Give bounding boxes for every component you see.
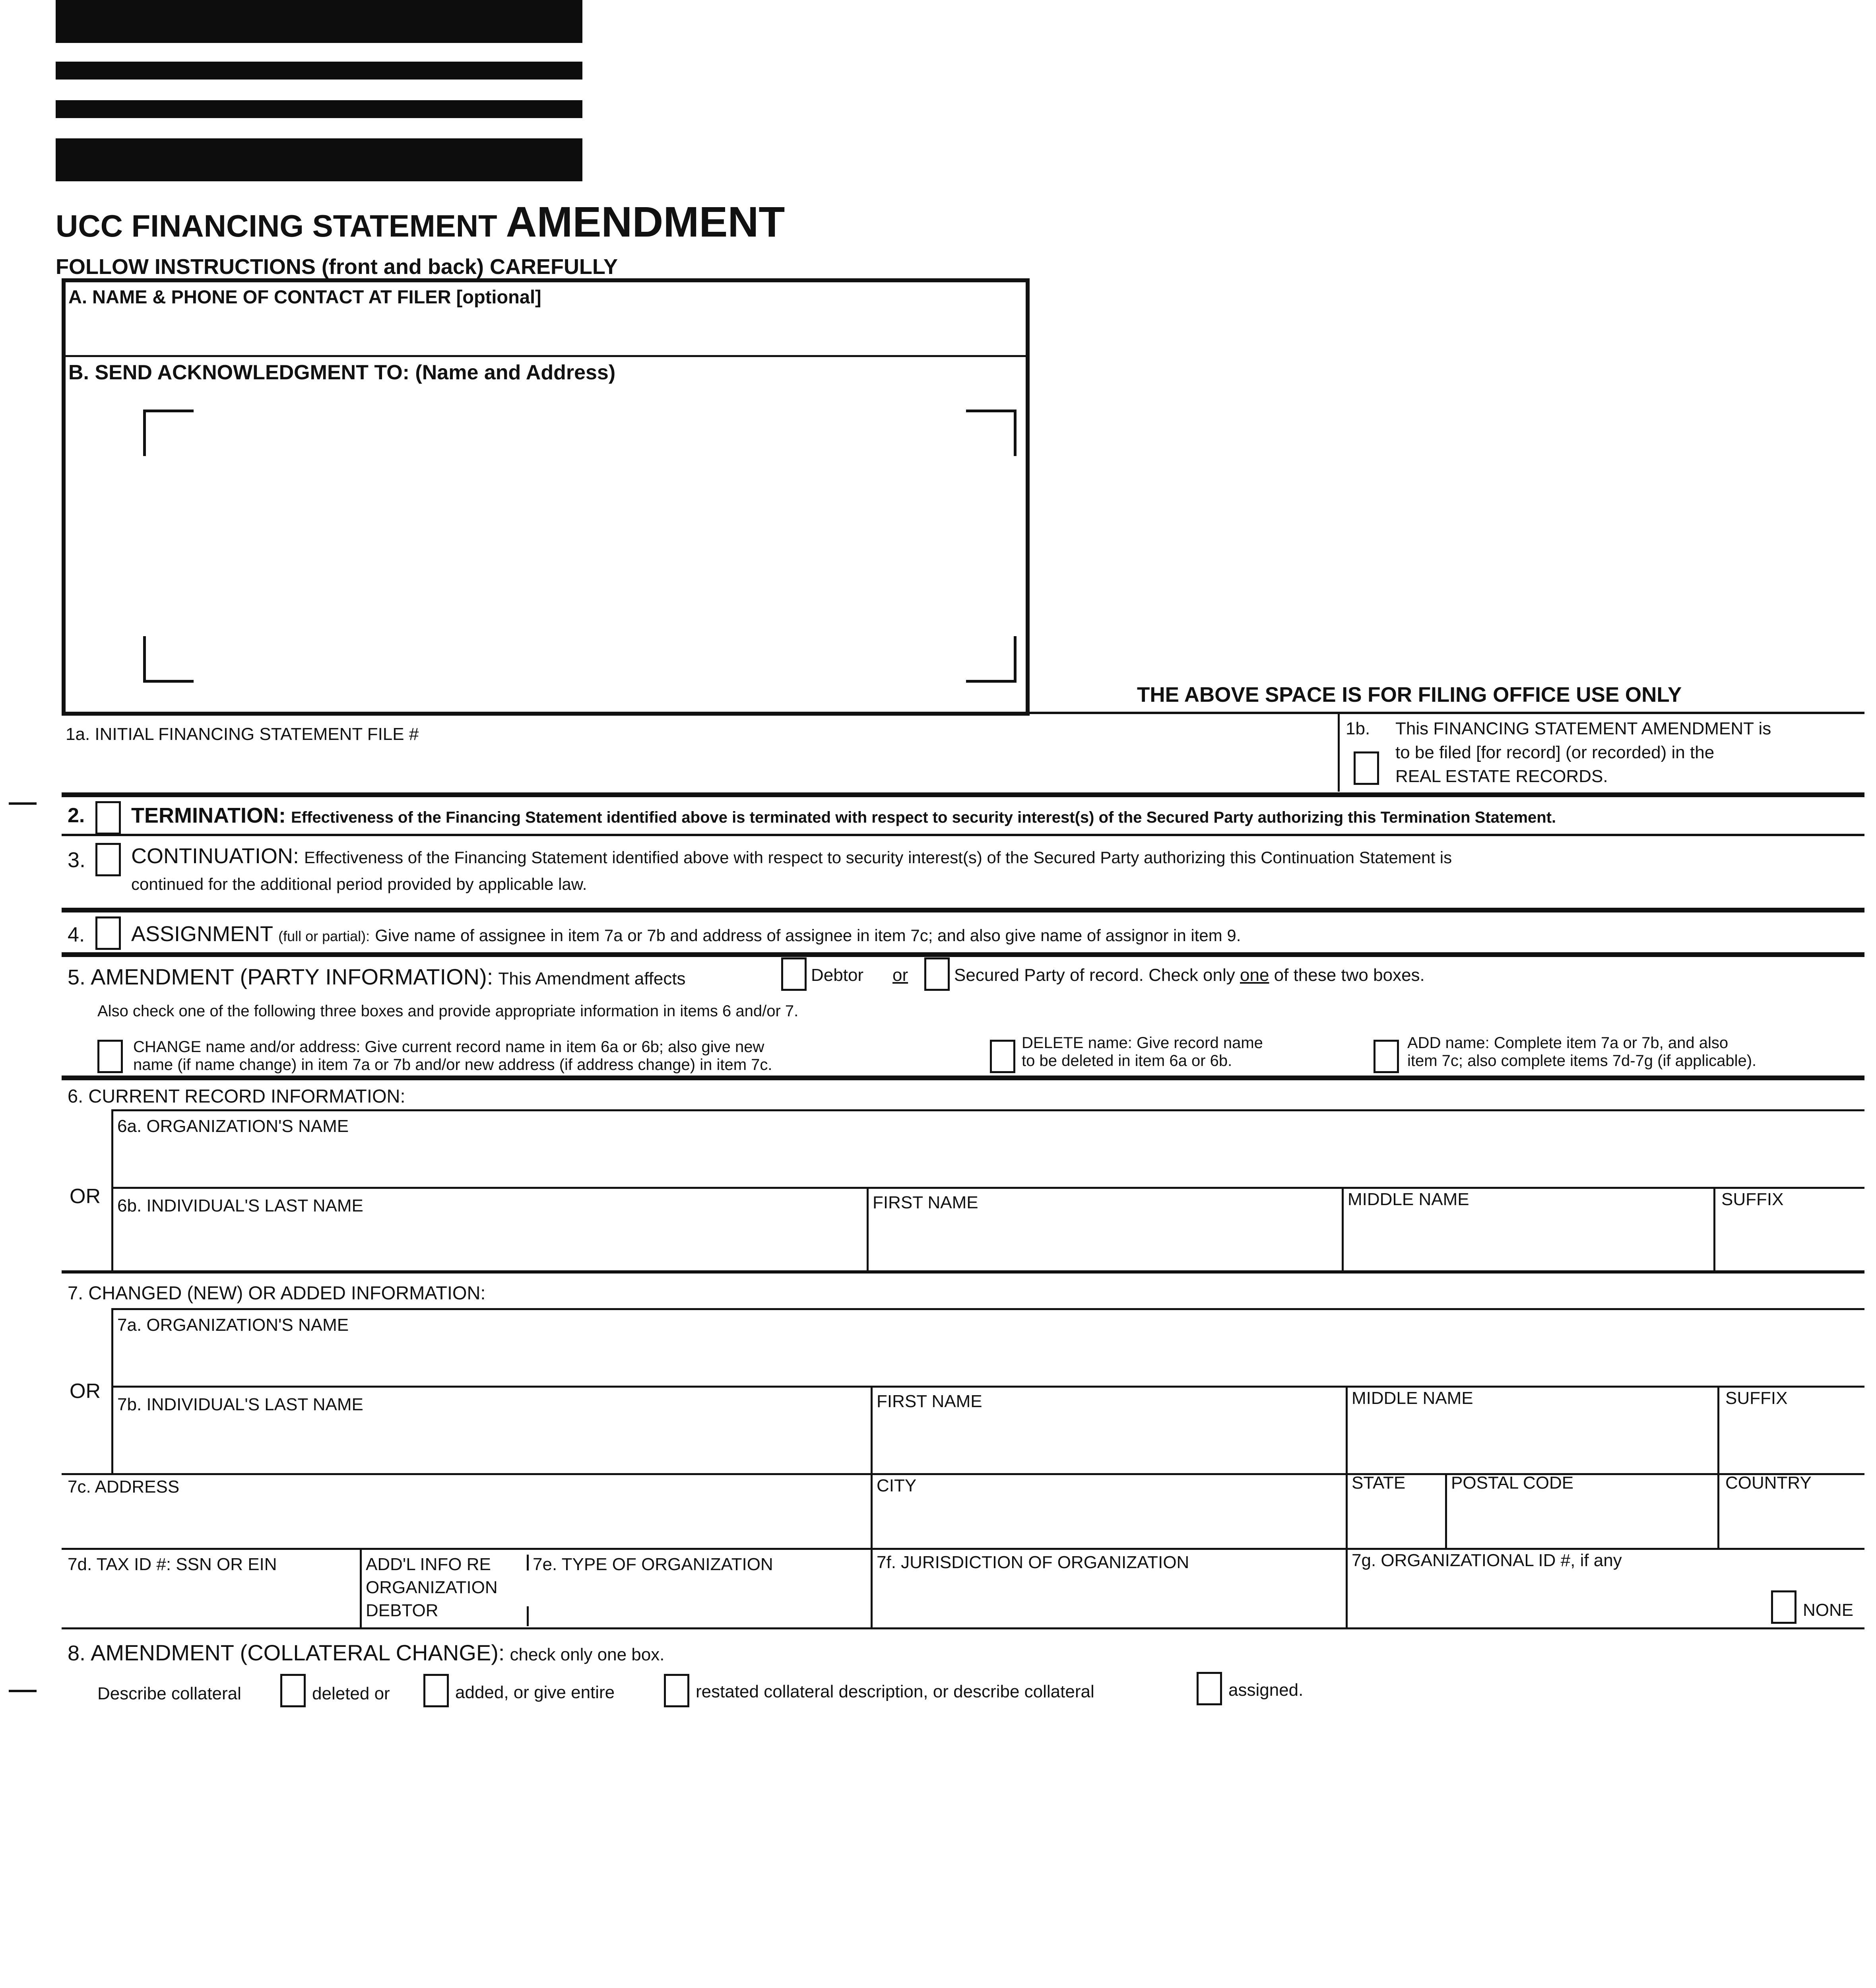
item-7c-city-label: CITY <box>877 1476 917 1495</box>
real-estate-records-checkbox[interactable] <box>1354 751 1379 785</box>
item-6-or: OR <box>70 1185 101 1208</box>
item-7c-country-label: COUNTRY <box>1725 1473 1812 1493</box>
item-5-head: 5. AMENDMENT (PARTY INFORMATION): This Amendment affects <box>68 964 686 989</box>
instructions: FOLLOW INSTRUCTIONS (front and back) CAREFULLY <box>56 255 618 279</box>
item-1b-line1: This FINANCING STATEMENT AMENDMENT is <box>1395 719 1771 738</box>
contact-field[interactable] <box>68 314 1019 352</box>
secured-party-label: Secured Party of record. Check only one of these two boxes. <box>954 965 1425 985</box>
box-b-label: B. SEND ACKNOWLEDGMENT TO: (Name and Address) <box>68 361 616 384</box>
add-text-2: item 7c; also complete items 7d-7g (if applicable). <box>1407 1052 1757 1070</box>
6b-last-name-field[interactable] <box>117 1219 861 1268</box>
collateral-assigned-checkbox[interactable] <box>1197 1672 1222 1705</box>
item-7a-label: 7a. ORGANIZATION'S NAME <box>117 1315 349 1335</box>
item-6-head: 6. CURRENT RECORD INFORMATION: <box>68 1085 405 1107</box>
margin-tick-2 <box>9 802 37 805</box>
item-6a-label: 6a. ORGANIZATION'S NAME <box>117 1116 349 1136</box>
collateral-deleted-label: deleted or <box>312 1684 390 1703</box>
item-2-num: 2. <box>68 804 85 827</box>
item-7c-postal-label: POSTAL CODE <box>1451 1473 1574 1493</box>
debtor-label: Debtor <box>811 965 864 985</box>
add-text-1: ADD name: Complete item 7a or 7b, and also <box>1407 1034 1729 1052</box>
item-3-num: 3. <box>68 848 86 872</box>
6b-suffix-field[interactable] <box>1719 1215 1862 1268</box>
item-1b-num: 1b. <box>1346 719 1370 738</box>
7d-tax-id-field[interactable] <box>68 1578 358 1624</box>
delete-name-checkbox[interactable] <box>990 1040 1015 1073</box>
item-4-num: 4. <box>68 923 85 946</box>
address-corner-tr <box>966 410 1017 456</box>
item-1a-label: 1a. INITIAL FINANCING STATEMENT FILE # <box>66 724 419 744</box>
item-4-text: ASSIGNMENT (full or partial): Give name of assignee in item 7a or 7b and address of assignee in item 7c; and also give name of assignor in item 9. <box>131 922 1241 946</box>
header-bar-4 <box>56 138 582 181</box>
item-6b-suffix-label: SUFFIX <box>1721 1190 1784 1209</box>
address-corner-tl <box>143 410 194 456</box>
delete-text-2: to be deleted in item 6a or 6b. <box>1022 1052 1232 1070</box>
filing-office-note: THE ABOVE SPACE IS FOR FILING OFFICE USE ONLY <box>1137 683 1682 707</box>
address-corner-bl <box>143 636 194 683</box>
collateral-restated-label: restated collateral description, or describe collateral <box>696 1682 1094 1701</box>
item-7b-first-label: FIRST NAME <box>877 1392 982 1411</box>
addl-info-label-2: ORGANIZATION <box>366 1578 498 1597</box>
change-text-1: CHANGE name and/or address: Give current record name in item 6a or 6b; also give new <box>133 1038 764 1056</box>
item-7f-label: 7f. JURISDICTION OF ORGANIZATION <box>877 1553 1189 1572</box>
7b-middle-name-field[interactable] <box>1352 1413 1713 1467</box>
collateral-added-checkbox[interactable] <box>423 1674 449 1707</box>
addl-info-label-3: DEBTOR <box>366 1601 438 1620</box>
item-7g-label: 7g. ORGANIZATIONAL ID #, if any <box>1352 1551 1622 1570</box>
collateral-added-label: added, or give entire <box>455 1683 615 1702</box>
6b-middle-name-field[interactable] <box>1348 1215 1709 1268</box>
acknowledgment-address-field[interactable] <box>143 410 1014 684</box>
6b-first-name-field[interactable] <box>873 1217 1338 1268</box>
item-5-also: Also check one of the following three boxes and provide appropriate information in items 6 and/or 7. <box>97 1002 799 1020</box>
item-2-text: TERMINATION: Effectiveness of the Financing Statement identified above is terminated with respect to security interest(s) of the Secured Party authorizing this Termination Statement. <box>131 804 1556 827</box>
collateral-description-area[interactable] <box>68 1722 1857 1988</box>
7c-address-field[interactable] <box>68 1501 867 1545</box>
initial-file-number-field[interactable] <box>66 747 1334 787</box>
box-a-label: A. NAME & PHONE OF CONTACT AT FILER [optional] <box>68 286 541 307</box>
margin-tick-8 <box>9 1690 37 1692</box>
item-1b-line2: to be filed [for record] (or recorded) in the <box>1395 743 1715 762</box>
item-7e-label: 7e. TYPE OF ORGANIZATION <box>533 1555 773 1574</box>
item-7d-label: 7d. TAX ID #: SSN OR EIN <box>68 1555 277 1574</box>
address-corner-br <box>966 636 1017 683</box>
item-7b-suffix-label: SUFFIX <box>1725 1388 1788 1408</box>
item-3-text: CONTINUATION: Effectiveness of the Financing Statement identified above with respect to security interest(s) of the Secured Party authorizing this Continuation Statement is <box>131 844 1452 868</box>
7c-country-field[interactable] <box>1723 1499 1862 1545</box>
assignment-checkbox[interactable] <box>95 916 121 950</box>
7c-postal-field[interactable] <box>1451 1499 1713 1545</box>
describe-collateral-label: Describe collateral <box>97 1684 241 1703</box>
add-name-checkbox[interactable] <box>1374 1040 1399 1073</box>
collateral-restated-checkbox[interactable] <box>664 1674 689 1707</box>
7f-jurisdiction-field[interactable] <box>877 1576 1346 1624</box>
item-6b-first-label: FIRST NAME <box>873 1193 978 1212</box>
termination-checkbox[interactable] <box>95 801 121 835</box>
org-id-none-checkbox[interactable] <box>1771 1590 1796 1624</box>
item-7b-middle-label: MIDDLE NAME <box>1352 1388 1473 1408</box>
item-1b-line3: REAL ESTATE RECORDS. <box>1395 767 1608 786</box>
form-title: UCC FINANCING STATEMENT AMENDMENT <box>56 198 785 246</box>
collateral-deleted-checkbox[interactable] <box>280 1674 306 1707</box>
header-bar-3 <box>56 100 582 118</box>
7c-city-field[interactable] <box>877 1501 1342 1545</box>
item-8-head: 8. AMENDMENT (COLLATERAL CHANGE): check only one box. <box>68 1640 665 1665</box>
header-bar-2 <box>56 62 582 80</box>
item-6b-label: 6b. INDIVIDUAL'S LAST NAME <box>117 1196 363 1215</box>
org-id-none-label: NONE <box>1803 1600 1854 1620</box>
debtor-checkbox[interactable] <box>781 957 807 991</box>
7c-state-field[interactable] <box>1352 1499 1443 1545</box>
item-3-text2: continued for the additional period provided by applicable law. <box>131 875 587 893</box>
item-7c-state-label: STATE <box>1352 1473 1406 1493</box>
addl-info-label-1: ADD'L INFO RE <box>366 1555 491 1574</box>
7g-org-id-field[interactable] <box>1352 1574 1769 1624</box>
7e-type-field[interactable] <box>533 1578 867 1624</box>
7a-org-name-field[interactable] <box>117 1338 1862 1384</box>
7b-last-name-field[interactable] <box>117 1417 865 1467</box>
collateral-assigned-label: assigned. <box>1228 1680 1304 1700</box>
continuation-checkbox[interactable] <box>95 843 121 876</box>
header-bar-1 <box>56 0 582 43</box>
7b-suffix-field[interactable] <box>1723 1413 1862 1467</box>
secured-party-checkbox[interactable] <box>924 957 950 991</box>
item-7b-label: 7b. INDIVIDUAL'S LAST NAME <box>117 1395 363 1414</box>
delete-text-1: DELETE name: Give record name <box>1022 1034 1263 1052</box>
change-text-2: name (if name change) in item 7a or 7b and/or new address (if address change) in item 7c. <box>133 1056 772 1074</box>
item-6b-middle-label: MIDDLE NAME <box>1348 1190 1469 1209</box>
item-7c-label: 7c. ADDRESS <box>68 1477 180 1497</box>
change-name-checkbox[interactable] <box>97 1040 123 1073</box>
6a-org-name-field[interactable] <box>117 1139 1862 1185</box>
item-5-or: or <box>892 965 908 985</box>
item-7-head: 7. CHANGED (NEW) OR ADDED INFORMATION: <box>68 1282 486 1303</box>
item-7-or: OR <box>70 1380 101 1403</box>
7b-first-name-field[interactable] <box>877 1415 1342 1467</box>
